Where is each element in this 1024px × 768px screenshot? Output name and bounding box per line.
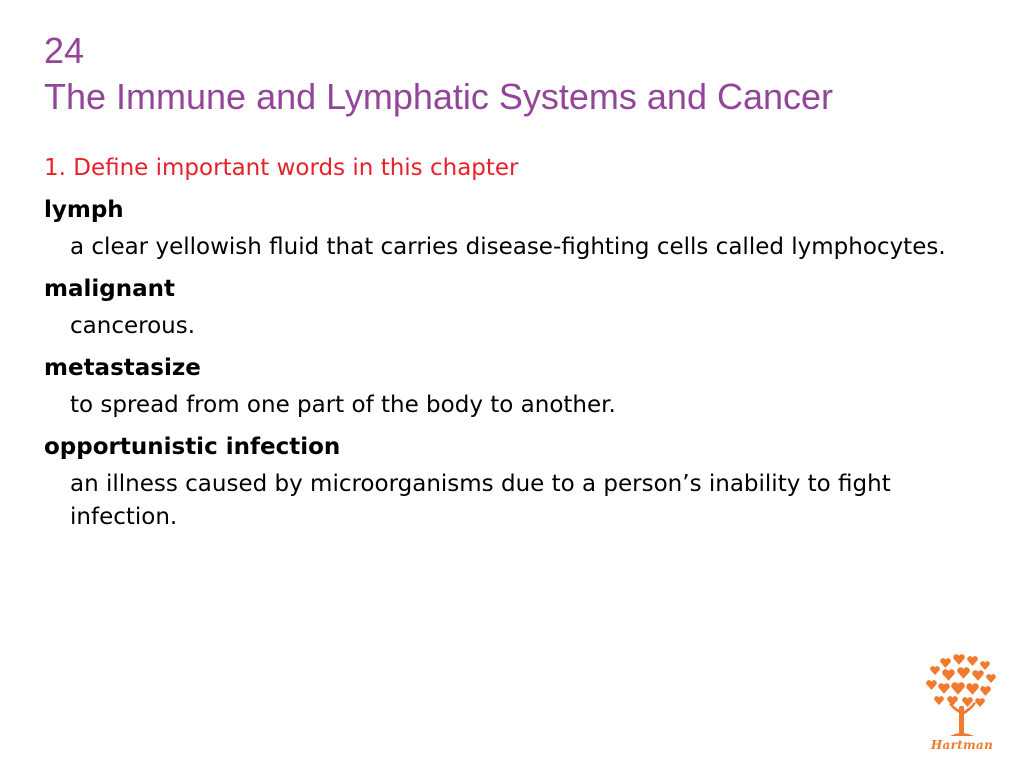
hartman-logo bbox=[920, 652, 1004, 758]
tree-of-hearts-icon bbox=[920, 652, 1004, 738]
learning-objective: 1. Define important words in this chapter bbox=[44, 155, 519, 181]
definition-lymph: a clear yellowish fluid that carries disease-fighting cells called lymphocytes. bbox=[70, 234, 946, 260]
term-opportunistic-infection: opportunistic infection bbox=[44, 434, 341, 460]
slide-header bbox=[44, 28, 833, 120]
definition-metastasize: to spread from one part of the body to another. bbox=[70, 392, 616, 418]
term-malignant: malignant bbox=[44, 276, 175, 302]
chapter-title: The Immune and Lymphatic Systems and Cancer bbox=[44, 76, 834, 117]
term-metastasize: metastasize bbox=[44, 355, 201, 381]
term-lymph: lymph bbox=[44, 197, 124, 223]
slide-content bbox=[44, 151, 984, 542]
logo-text: Hartman bbox=[930, 738, 994, 752]
definition-malignant: cancerous. bbox=[70, 313, 196, 339]
definition-opportunistic-infection: an illness caused by microorganisms due to a person’s inability to fight infection. bbox=[70, 471, 891, 530]
chapter-number: 24 bbox=[44, 30, 85, 71]
